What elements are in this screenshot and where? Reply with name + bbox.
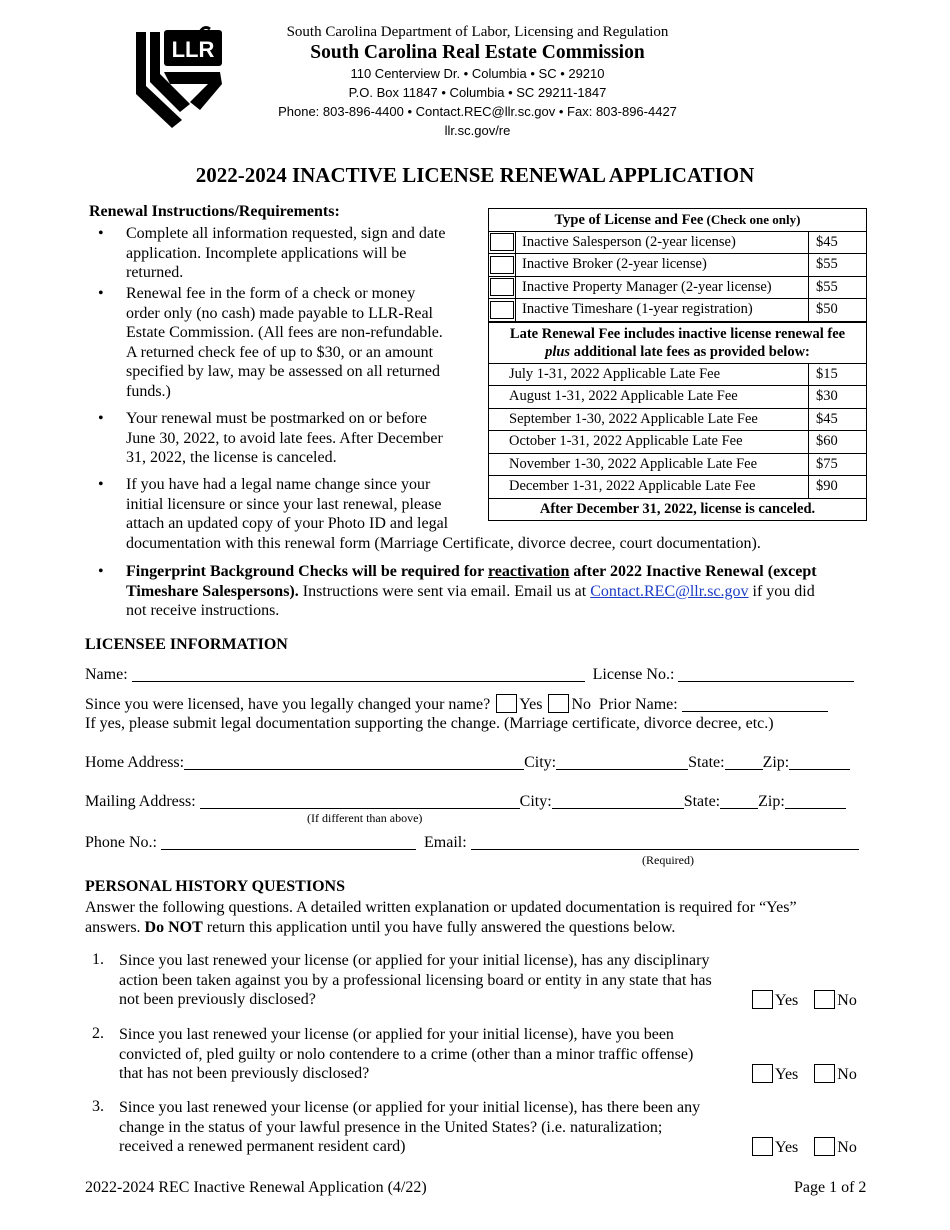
question-1-answers: Yes No [750, 990, 857, 1010]
instructions-heading: Renewal Instructions/Requirements: [89, 203, 340, 220]
license-checkbox[interactable] [490, 278, 514, 296]
late-fee-row: July 1-31, 2022 Applicable Late Fee $15 [489, 363, 867, 386]
question-3-answers: Yes No [750, 1137, 857, 1157]
bullet-icon: • [98, 563, 104, 580]
street-address: 110 Centerview Dr. • Columbia • SC • 29210 [350, 66, 605, 81]
q1-no-checkbox[interactable] [814, 990, 835, 1009]
question-1-text: Since you last renewed your license (or applied for your initial license), has any disciplinary action been taken against you by a professional licensing board or entity in any state that has not been previously disclosed? [119, 952, 712, 1008]
question-3-text: Since you last renewed your license (or applied for your initial license), has there been any change in the status of your lawful presence in the United States? (i.e. naturalization; received a renewed permanent resident card) [119, 1099, 701, 1155]
question-number: 3. [92, 1098, 104, 1115]
department-name: South Carolina Department of Labor, Licensing and Regulation [286, 24, 669, 40]
commission-name: South Carolina Real Estate Commission [310, 42, 645, 63]
page-number: Page 1 of 2 [794, 1179, 867, 1196]
question-2-text: Since you last renewed your license (or applied for your initial license), have you been convicted of, pled guilty or nolo contendere to a crime (other than a minor traffic offense) that has not been previously disclosed? [119, 1026, 694, 1082]
late-fee-row: October 1-31, 2022 Applicable Late Fee $60 [489, 431, 867, 454]
instruction-item-4: If you have had a legal name change since your initial licensure or since your last renewal, please attach an updated copy of your Photo ID and legal documentation with this renewal form (Marriage Certificate, divorce decree, court documentation). [126, 476, 761, 552]
prior-name-field[interactable] [682, 695, 828, 712]
name-change-note: If yes, please submit legal documentation supporting the change. (Marriage certificate, divorce decree, etc.) [85, 715, 774, 732]
history-intro: Answer the following questions. A detailed written explanation or updated documentation is required for “Yes” answers. Do NOT return this application until you have fully answered the questions below. [85, 899, 797, 936]
name-row: Name: License No.: [85, 665, 854, 684]
question-2-answers: Yes No [750, 1064, 857, 1084]
home-city-field[interactable] [556, 753, 688, 770]
fingerprint-notice: Fingerprint Background Checks will be required for reactivation after 2022 Inactive Renewal (except Timeshare Salespersons). Instructions were sent via email. Email us at Contact.REC@llr.sc.gov if you did not receive instructions. [126, 563, 817, 620]
home-address-field[interactable] [184, 753, 524, 770]
website: llr.sc.gov/re [444, 123, 511, 138]
instruction-item-3: Your renewal must be postmarked on or before June 30, 2022, to avoid late fees. After December 31, 2022, the license is canceled. [126, 410, 443, 467]
license-option[interactable]: Inactive Property Manager (2-year license) $55 [489, 276, 867, 299]
license-no-field[interactable] [678, 665, 854, 682]
name-change-row: Since you were licensed, have you legally changed your name? Yes No Prior Name: [85, 694, 828, 714]
late-fee-heading: Late Renewal Fee includes inactive license renewal fee plus additional late fees as provided below: [489, 322, 867, 364]
license-option[interactable]: Inactive Broker (2-year license) $55 [489, 254, 867, 277]
home-state-field[interactable] [725, 753, 763, 770]
license-checkbox[interactable] [490, 256, 514, 274]
email-link[interactable]: Contact.REC@llr.sc.gov [590, 582, 749, 600]
phone-email-row: Phone No.: Email: [85, 833, 859, 852]
late-fee-row: September 1-30, 2022 Applicable Late Fee $45 [489, 408, 867, 431]
po-box-address: P.O. Box 11847 • Columbia • SC 29211-1847 [348, 85, 607, 100]
license-checkbox[interactable] [490, 233, 514, 251]
if-different-note: (If different than above) [307, 811, 423, 825]
q3-yes-checkbox[interactable] [752, 1137, 773, 1156]
home-zip-field[interactable] [789, 753, 850, 770]
name-change-yes-checkbox[interactable] [496, 694, 517, 713]
contact-line: Phone: 803-896-4400 • Contact.REC@llr.sc.gov • Fax: 803-896-4427 [278, 104, 677, 119]
logo-text: LLR [171, 37, 215, 62]
late-fee-row: November 1-30, 2022 Applicable Late Fee $75 [489, 453, 867, 476]
name-field[interactable] [132, 665, 585, 682]
mailing-state-field[interactable] [720, 792, 758, 809]
llr-logo [130, 24, 226, 134]
question-number: 2. [92, 1025, 104, 1042]
home-address-row: Home Address: City: State: Zip: [85, 753, 850, 772]
mailing-zip-field[interactable] [785, 792, 846, 809]
fee-table [488, 208, 867, 521]
licensee-heading: LICENSEE INFORMATION [85, 636, 288, 653]
name-change-no-checkbox[interactable] [548, 694, 569, 713]
header [260, 22, 695, 140]
q2-no-checkbox[interactable] [814, 1064, 835, 1083]
bullet-icon: • [98, 225, 104, 242]
bullet-icon: • [98, 285, 104, 302]
q2-yes-checkbox[interactable] [752, 1064, 773, 1083]
mailing-city-field[interactable] [552, 792, 684, 809]
bullet-icon: • [98, 410, 104, 427]
canceled-note: After December 31, 2022, license is canceled. [489, 498, 867, 521]
fee-table-header: Type of License and Fee (Check one only) [489, 209, 867, 232]
email-field[interactable] [471, 833, 859, 850]
required-note: (Required) [642, 853, 694, 867]
bullet-icon: • [98, 476, 104, 493]
license-option[interactable]: Inactive Timeshare (1-year registration) $50 [489, 299, 867, 322]
footer-form-id: 2022-2024 REC Inactive Renewal Application (4/22) [85, 1179, 427, 1196]
history-heading: PERSONAL HISTORY QUESTIONS [85, 878, 345, 895]
late-fee-row: August 1-31, 2022 Applicable Late Fee $30 [489, 386, 867, 409]
q3-no-checkbox[interactable] [814, 1137, 835, 1156]
phone-field[interactable] [161, 833, 416, 850]
license-checkbox[interactable] [490, 301, 514, 319]
instruction-item-2: Renewal fee in the form of a check or money order only (no cash) made payable to LLR-Real Estate Commission. (All fees are non-refundable. A returned check fee of up to $30, or an amount specified by law, may be assessed on all returned funds.) [126, 285, 443, 400]
mailing-address-field[interactable] [200, 792, 520, 809]
document-title: 2022-2024 INACTIVE LICENSE RENEWAL APPLICATION [195, 163, 755, 187]
question-number: 1. [92, 951, 104, 968]
mailing-address-row: Mailing Address: City: State: Zip: [85, 792, 846, 811]
license-option[interactable]: Inactive Salesperson (2-year license) $45 [489, 231, 867, 254]
q1-yes-checkbox[interactable] [752, 990, 773, 1009]
late-fee-row: December 1-31, 2022 Applicable Late Fee $90 [489, 476, 867, 499]
instruction-item-1: Complete all information requested, sign and date application. Incomplete applications will be returned. [126, 225, 446, 282]
